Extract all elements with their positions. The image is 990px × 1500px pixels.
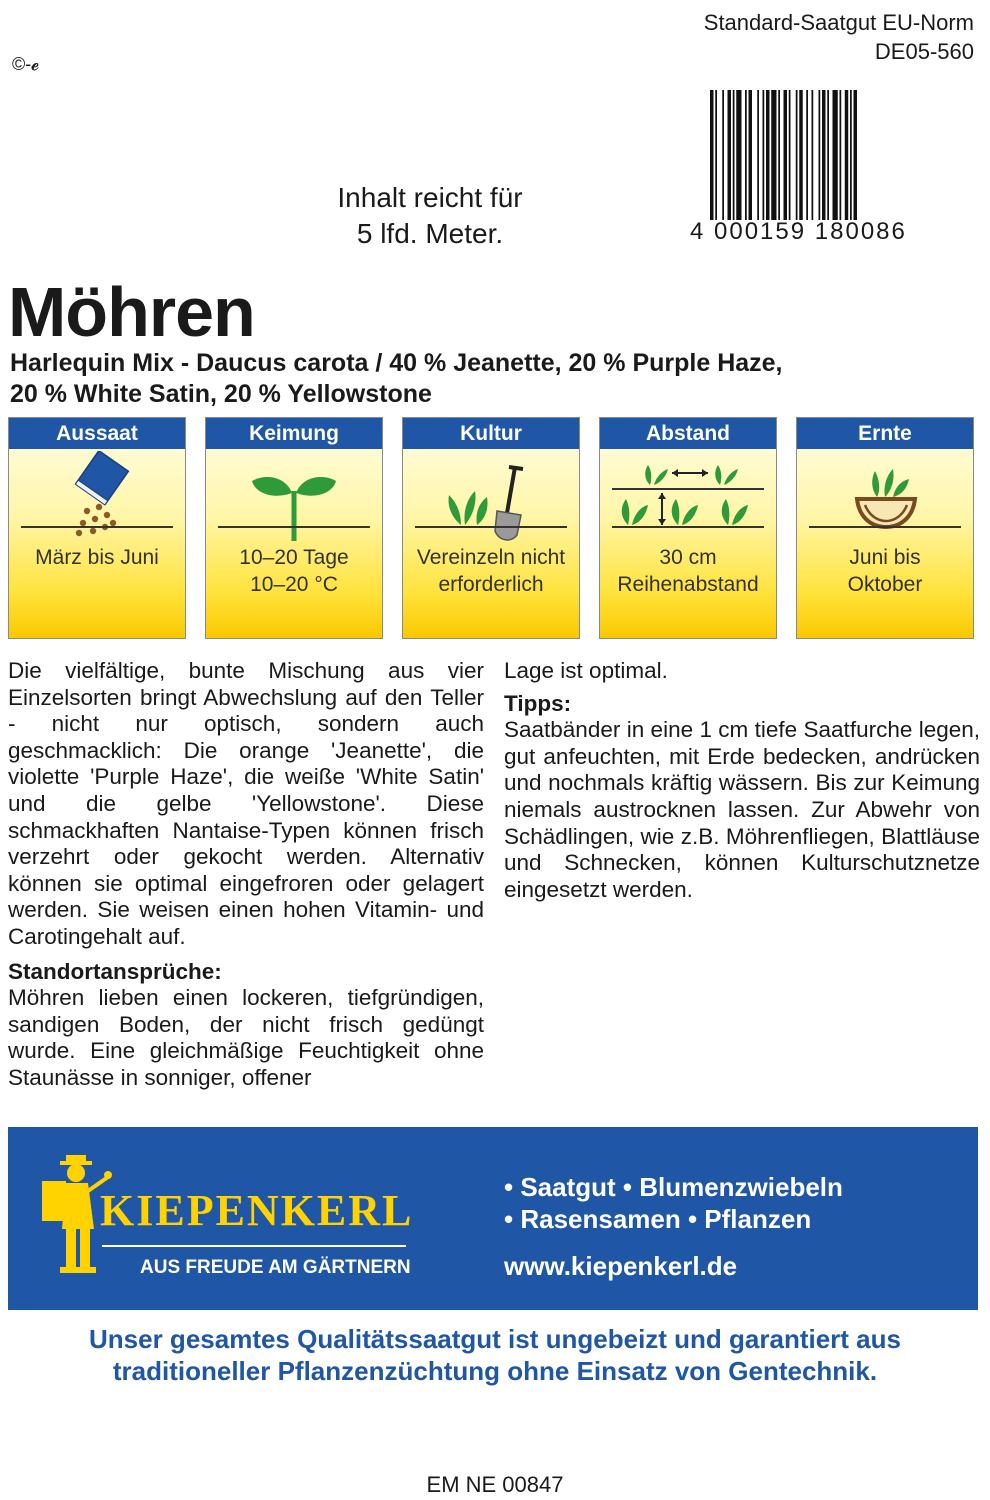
description-left-column <box>8 658 484 1092</box>
tips-text: Saatbänder in eine 1 cm tiefe Saatfurche legen, gut anfeuchten, mit Erde bedecken, andrücken und nochmals kräftig wässern. Bis zur Keimung niemals austrocknen lassen. Zur Abwehr von Schädlingen, wie z.B. Möhrenfliegen, Blattläuse und Schnecken, können Kulturschutznetze eingesetzt werden. <box>504 717 980 902</box>
info-text-line-1: Vereinzeln nicht <box>416 546 566 569</box>
info-text-line-2: Oktober <box>847 573 923 596</box>
info-box-keimung <box>205 417 383 639</box>
footer-code: EM NE 00847 <box>426 1472 564 1497</box>
info-box-abstand <box>599 417 777 639</box>
norm-line-1: Standard-Saatgut EU-Norm <box>703 10 974 35</box>
location-text: Möhren lieben einen lockeren, tiefgründigen, sandigen Boden, der nicht frisch gedüngt wurde. Eine gleichmäßige Feuchtigkeit ohne Staunässe in sonniger, offener <box>8 985 484 1090</box>
tips-heading: Tipps: <box>504 690 572 716</box>
harvest-basket-icon <box>797 451 973 543</box>
info-text-line-1: Juni bis <box>849 546 921 569</box>
info-text-line-1: 10–20 Tage <box>239 546 349 569</box>
info-box-label: Ernte <box>797 418 973 449</box>
info-box-ernte <box>796 417 974 639</box>
location-heading: Standortansprüche: <box>8 958 222 984</box>
soil-line <box>218 526 370 528</box>
info-box-label: Kultur <box>403 418 579 449</box>
description-right-column <box>504 658 980 903</box>
quality-line-2: traditioneller Pflanzenzüchtung ohne Einsatz von Gentechnik. <box>112 1356 878 1386</box>
info-box-label: Abstand <box>600 418 776 449</box>
contents-note <box>300 180 560 252</box>
contents-line-2: 5 lfd. Meter. <box>356 218 504 249</box>
info-box-aussaat <box>8 417 186 639</box>
intro-text: Die vielfältige, bunte Mischung aus vier Einzelsorten bringt Abwechslung auf den Teller - nicht nur optisch, sondern auch geschmacklich: Die orange 'Jeanette', die violette 'Purple Haze', die weiße 'White Satin' und die gelbe 'Yellowstone'. Diese schmackhaften Nantaise-Typen können frisch verzehrt oder gekocht werden. Alternativ können sie optimal eingefroren oder gelagert werden. Sie weisen einen hohen Vitamin- und Carotingehalt auf. <box>8 658 484 949</box>
soil-line <box>21 526 173 528</box>
website-link[interactable]: www.kiepenkerl.de <box>504 1251 738 1281</box>
barcode-bars <box>710 90 950 220</box>
soil-line <box>809 526 961 528</box>
location-text-continued: Lage ist optimal. <box>504 658 668 683</box>
info-box-label: Aussaat <box>9 418 185 449</box>
info-box-label: Keimung <box>206 418 382 449</box>
info-box-kultur <box>402 417 580 639</box>
info-box-text <box>208 544 380 598</box>
info-text-line-1: 30 cm <box>659 546 717 569</box>
brand-logo-text: KIEPENKERL <box>100 1186 414 1235</box>
info-text-line-1: März bis Juni <box>35 546 159 569</box>
service-line-1: • Saatgut • Blumenzwiebeln <box>504 1172 843 1202</box>
seed-packet-icon <box>9 451 185 543</box>
product-title: Möhren <box>8 273 255 351</box>
info-box-text <box>405 544 577 598</box>
barcode <box>690 90 955 245</box>
info-box-text <box>602 544 774 598</box>
info-box-text <box>799 544 971 598</box>
subtitle-line-1: Harlequin Mix - Daucus carota / 40 % Jeanette, 20 % Purple Haze, <box>10 349 783 377</box>
contents-line-1: Inhalt reicht für <box>337 182 523 213</box>
subtitle-line-2: 20 % White Satin, 20 % Yellowstone <box>10 380 432 408</box>
seed-norm <box>704 8 974 66</box>
seedling-icon <box>206 451 382 543</box>
quality-line-1: Unser gesamtes Qualitätssaatgut ist ungebeizt und garantiert aus <box>89 1324 901 1354</box>
norm-line-2: DE05-560 <box>874 39 974 64</box>
info-box-text <box>11 544 183 571</box>
spade-plants-icon <box>403 451 579 543</box>
info-text-line-2: Reihenabstand <box>617 573 759 596</box>
info-text-line-2: erforderlich <box>438 573 544 596</box>
quality-statement <box>0 1323 990 1387</box>
brand-banner <box>8 1127 978 1310</box>
copyright-mark: ©-𝓮 <box>12 54 40 74</box>
soil-line <box>612 526 764 528</box>
product-subtitle <box>10 348 970 410</box>
spacing-icon <box>600 451 776 543</box>
brand-divider <box>102 1245 406 1247</box>
barcode-number: 4 000159 180086 <box>690 218 907 245</box>
service-list <box>504 1171 843 1235</box>
service-line-2: • Rasensamen • Pflanzen <box>504 1204 812 1234</box>
info-text-line-2: 10–20 °C <box>250 573 338 596</box>
soil-line <box>415 526 567 528</box>
brand-claim: AUS FREUDE AM GÄRTNERN <box>140 1257 411 1278</box>
